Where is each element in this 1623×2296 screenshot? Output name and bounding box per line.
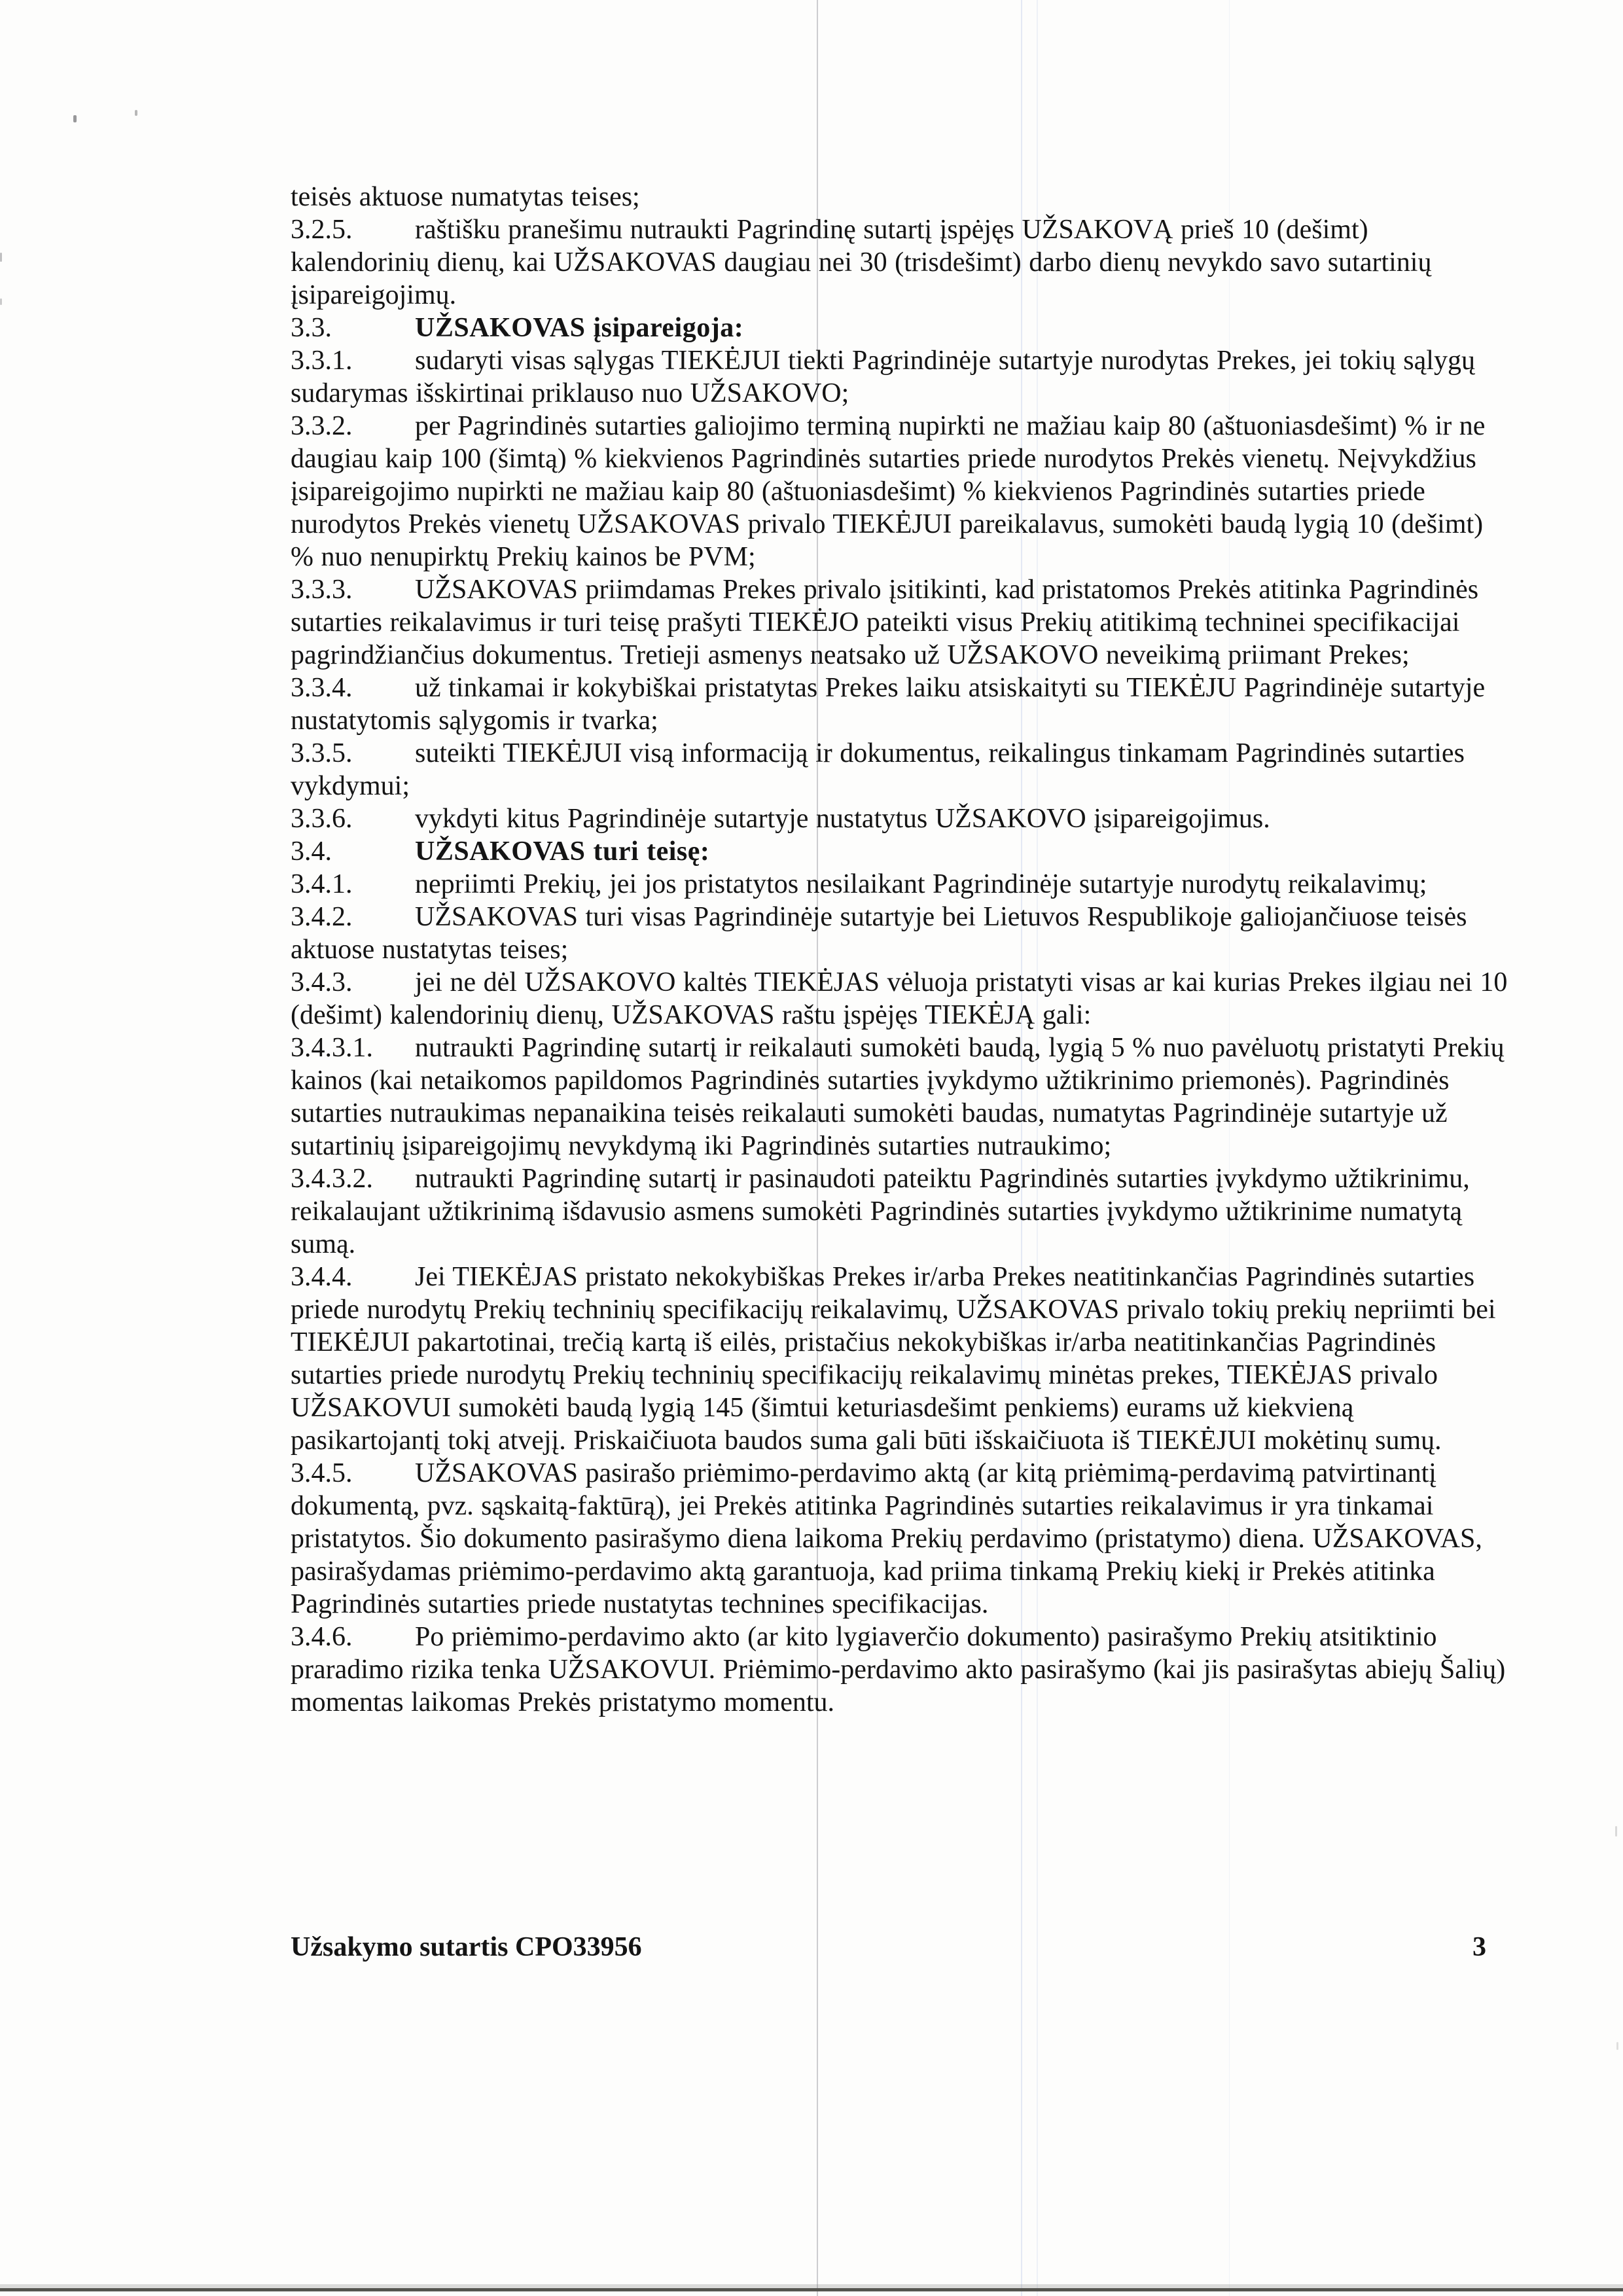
clause-number: 3.4.4. — [291, 1262, 353, 1292]
clause-text: UŽSAKOVAS įsipareigoja: — [415, 313, 744, 343]
clause-text: vykdyti kitus Pagrindinėje sutartyje nustatytus UŽSAKOVO įsipareigojimus. — [415, 804, 1270, 834]
clause-number: 3.4.1. — [291, 869, 353, 899]
clause-number: 3.3.4. — [291, 673, 353, 703]
clause-paragraph — [291, 802, 1508, 835]
clause-paragraph — [291, 1621, 1508, 1719]
clause-paragraph — [291, 344, 1508, 410]
clause-text: per Pagrindinės sutarties galiojimo terminą nupirkti ne mažiau kaip 80 (aštuoniasdešimt) % ir ne daugiau kaip 100 (šimtą) % kiekvienos Pagrindinės sutarties priede nurodytos Prekės vienetų. Neįvykdžius įsipareigojimo nupirkti ne mažiau kaip 80 (aštuoniasdešimt) % kiekvienos Pagrindinės sutarties priede nurodytos Prekės vienetų UŽSAKOVAS privalo TIEKĖJUI pareikalavus, sumokėti baudą lygią 10 (dešimt) % nuo nenupirktų Prekių kainos be PVM; — [291, 411, 1486, 572]
clause-paragraph — [291, 573, 1508, 672]
clause-paragraph — [291, 868, 1508, 901]
scan-speck — [1616, 2042, 1618, 2050]
clause-text: nepriimti Prekių, jei jos pristatytos nesilaikant Pagrindinėje sutartyje nurodytų reikalavimų; — [415, 869, 1427, 899]
clause-number: 3.4.3.1. — [291, 1033, 373, 1063]
clause-number: 3.4.2. — [291, 902, 353, 932]
clause-text: Jei TIEKĖJAS pristato nekokybiškas Prekes ir/arba Prekes neatitinkančias Pagrindinės sutarties priede nurodytų Prekių techninių specifikacijų reikalavimų, UŽSAKOVAS privalo tokių prekių nepriimti bei TIEKĖJUI pakartotinai, trečią kartą iš eilės, pristačius nekokybiškas ir/arba neatitinkančias Pagrindinės sutarties priede nurodytų Prekių techninių specifikacijų reikalavimų minėtas prekes, TIEKĖJAS privalo UŽSAKOVUI sumokėti baudą lygią 145 (šimtui keturiasdešimt penkiems) eurams už kiekvieną pasikartojantį tokį atvejį. Priskaičiuota baudos suma gali būti išskaičiuota iš TIEKĖJUI mokėtinų sumų. — [291, 1262, 1496, 1456]
clause-number: 3.4. — [291, 836, 332, 867]
clause-number: 3.3. — [291, 313, 332, 343]
clause-text: UŽSAKOVAS turi visas Pagrindinėje sutartyje bei Lietuvos Respublikoje galiojančiuose teisės aktuose nustatytas teises; — [291, 902, 1467, 965]
clauses-container — [291, 213, 1508, 1719]
contract-body — [291, 181, 1508, 1719]
page-footer — [291, 1931, 1534, 1970]
clause-number: 3.4.3.2. — [291, 1164, 373, 1194]
clause-paragraph — [291, 835, 1508, 868]
page-number: 3 — [1472, 1932, 1486, 1962]
clause-number: 3.2.5. — [291, 215, 353, 245]
clause-text: raštišku pranešimu nutraukti Pagrindinę sutartį įspėjęs UŽSAKOVĄ prieš 10 (dešimt) kalendorinių dienų, kai UŽSAKOVAS daugiau nei 30 (trisdešimt) darbo dienų nevykdo savo sutartinių įsipareigojimų. — [291, 215, 1432, 310]
scan-speck — [73, 115, 77, 122]
scan-speck — [135, 110, 137, 116]
clause-number: 3.3.2. — [291, 411, 353, 441]
clause-number: 3.3.1. — [291, 346, 353, 376]
clause-text: sudaryti visas sąlygas TIEKĖJUI tiekti Pagrindinėje sutartyje nurodytas Prekes, jei tokių sąlygų sudarymas išskirtinai priklauso nuo UŽSAKOVO; — [291, 346, 1475, 408]
scan-speck — [0, 298, 2, 305]
carryover-paragraph: teisės aktuose numatytas teises; — [291, 182, 640, 212]
clause-text: už tinkamai ir kokybiškai pristatytas Prekes laiku atsiskaityti su TIEKĖJU Pagrindinėje sutartyje nustatytomis sąlygomis ir tvarka; — [291, 673, 1486, 736]
clause-number: 3.4.5. — [291, 1458, 353, 1488]
clause-paragraph — [291, 213, 1508, 312]
clause-number: 3.4.6. — [291, 1622, 353, 1652]
clause-text: nutraukti Pagrindinę sutartį ir pasinaudoti pateiktu Pagrindinės sutarties įvykdymo užtikrinimu, reikalaujant užtikrinimą išdavusio asmens sumokėti Pagrindinės sutarties įvykdymo užtikrinime numatytą sumą. — [291, 1164, 1470, 1259]
clause-text: UŽSAKOVAS pasirašo priėmimo-perdavimo aktą (ar kitą priėmimą-perdavimą patvirtinantį dokumentą, pvz. sąskaitą-faktūrą), jei Prekės atitinka Pagrindinės sutarties reikalavimus ir yra tinkamai pristatytos. Šio dokumento pasirašymo diena laikoma Prekių perdavimo (pristatymo) diena. UŽSAKOVAS, pasirašydamas priėmimo-perdavimo aktą garantuoja, kad priima tinkamą Prekių kiekį ir Prekės atitinka Pagrindinės sutarties priede nustatytas technines specifikacijas. — [291, 1458, 1482, 1619]
clause-paragraph — [291, 410, 1508, 573]
scan-speck — [0, 253, 2, 262]
clause-text: suteikti TIEKĖJUI visą informaciją ir dokumentus, reikalingus tinkamam Pagrindinės sutarties vykdymui; — [291, 738, 1465, 801]
clause-paragraph — [291, 1031, 1508, 1162]
clause-number: 3.3.6. — [291, 804, 353, 834]
clause-number: 3.4.3. — [291, 967, 353, 997]
clause-paragraph — [291, 966, 1508, 1031]
clause-number: 3.3.5. — [291, 738, 353, 768]
clause-paragraph — [291, 1162, 1508, 1261]
clause-text: UŽSAKOVAS priimdamas Prekes privalo įsitikinti, kad pristatomos Prekės atitinka Pagrindinės sutarties reikalavimus ir turi teisę prašyti TIEKĖJO pateikti visus Prekių atitikimą techninei specifikacijai pagrindžiančius dokumentus. Tretieji asmenys neatsako už UŽSAKOVO neveikimą priimant Prekes; — [291, 575, 1479, 670]
clause-text: jei ne dėl UŽSAKOVO kaltės TIEKĖJAS vėluoja pristatyti visas ar kai kurias Prekes ilgiau nei 10 (dešimt) kalendorinių dienų, UŽSAKOVAS raštu įspėjęs TIEKĖJĄ gali: — [291, 967, 1508, 1030]
clause-paragraph — [291, 737, 1508, 802]
clause-paragraph — [291, 312, 1508, 344]
scan-bottom-edge — [0, 2288, 1623, 2291]
scan-speck — [1615, 1826, 1617, 1837]
clause-paragraph — [291, 901, 1508, 966]
clause-number: 3.3.3. — [291, 575, 353, 605]
clause-paragraph — [291, 1457, 1508, 1621]
clause-text: nutraukti Pagrindinę sutartį ir reikalauti sumokėti baudą, lygią 5 % nuo pavėluotų pristatyti Prekių kainos (kai netaikomos papildomos Pagrindinės sutarties įvykdymo užtikrinimo priemonės). Pagrindinės sutarties nutraukimas nepanaikina teisės reikalauti sumokėti baudas, numatytas Pagrindinėje sutartyje už sutartinių įsipareigojimų nevykdymą iki Pagrindinės sutarties nutraukimo; — [291, 1033, 1505, 1161]
clause-text: UŽSAKOVAS turi teisę: — [415, 836, 710, 867]
clause-paragraph — [291, 1261, 1508, 1457]
clause-paragraph — [291, 672, 1508, 737]
clause-text: Po priėmimo-perdavimo akto (ar kito lygiaverčio dokumento) pasirašymo Prekių atsitiktinio praradimo rizika tenka UŽSAKOVUI. Priėmimo-perdavimo akto pasirašymo (kai jis pasirašytas abiejų Šalių) momentas laikomas Prekės pristatymo momentu. — [291, 1622, 1506, 1717]
footer-contract-title: Užsakymo sutartis CPO33956 — [291, 1932, 642, 1962]
